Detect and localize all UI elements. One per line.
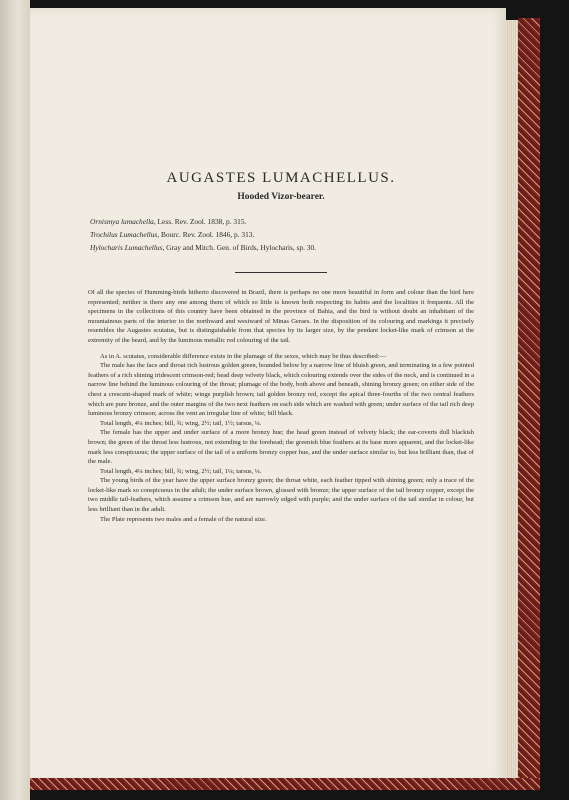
paragraph: The male has the face and throat rich lustrous golden green, bounded below by a narrow line of bluish green, and terminating in a few pointed feathers of a rich shining iridescent crimson-red; head deep velvety black, which colouring extends over the sides of the neck, and is continued in a narrow line behind the luminous colouring of the throat; plumage of the body, both above and beneath, shining bronzy green; on either side of the chest a crescent-shaped mark of white; wings purplish brown; tail golden bronzy red, except the apical three-fourths of the two central feathers which are pure bronze, and the outer margins of the two next feathers on each side which are washed with green; under surface of the tail rich deep luminous bronzy crimson; across the vent an irregular line of white; bill black. [88,362,474,418]
body-text [88,288,474,524]
synonym-entry: Hylocharis Lumachellus, Gray and Mitch. Gen. of Birds, Hylocharis, sp. 30. [90,243,317,252]
species-title: AUGASTES LUMACHELLUS. [166,170,396,186]
paragraph: The young birds of the year have the upper surface bronzy green; the throat white, each feather tipped with shining green; only a trace of the locket-like mark so conspicuous in the adult; the under surface brown, glossed with bronze; the upper surface of the tail bronzy copper, except the two middle tail-feathers, which assume a crimson hue, and are narrowly edged with purple; and the under surface of the tail similar in colour, but less brilliant than in the adult. [88,477,474,514]
marbled-cover-edge [518,18,540,780]
divider-rule [235,272,327,273]
synonym-entry: Trochilus Lumachellus, Bourc. Rev. Zool. 1846, p. 313. [90,230,255,239]
synonym-entry: Ornismya lumachella, Less. Rev. Zool. 1838, p. 315. [90,217,247,226]
plate-text [88,170,474,524]
previous-page-edge [0,0,30,800]
page-fore-edge [506,20,518,778]
paragraph: The Plate represents two males and a female of the natural size. [100,515,267,523]
marbled-cover-bottom [30,778,540,790]
measurements: Total length, 4¼ inches; bill, ¾; wing, 2½; tail, 1¼; tarsus, ¼. [100,467,262,475]
paragraph: Of all the species of Humming-birds hitherto discovered in Brazil, there is perhaps no one more beautiful in form and colour than the bird here represented; neither is there any one among them of which so little is known both respecting its habits and the localities it frequents. All the specimens in the collections of this country have been obtained in the province of Bahia, and the bird is without doubt an inhabitant of the mountainous parts of the interior to the northward and westward of Minas Geraes. In the disposition of its colouring and markings it precisely resembles the Augastes scutatus, but is distinguishable from that species by its larger size, by the pendant locket-like mark of crimson at the extremity of the beard, and by the luminous metallic red colouring of the tail. [88,289,474,344]
paragraph: As in A. scutatus, considerable difference exists in the plumage of the sexes, which may be thus described:— [100,352,387,360]
synonym-list [88,216,474,253]
measurements: Total length, 4¼ inches; bill, ¾; wing, 2½; tail, 1½; tarsus, ¼. [100,419,262,427]
paragraph: The female has the upper and under surface of a more bronzy hue; the head green instead of velvety black; the ear-coverts dull blackish brown; the green of the throat less lustrous, not extending to the forehead; the greenish blue feathers at its base more apparent, and the locket-like mark less conspicuous; the upper surface of the tail of a uniform bronzy copper hue, and the under surface similar to, but less brilliant than, that of the male. [88,429,474,466]
common-name: Hooded Vizor-bearer. [237,192,325,202]
